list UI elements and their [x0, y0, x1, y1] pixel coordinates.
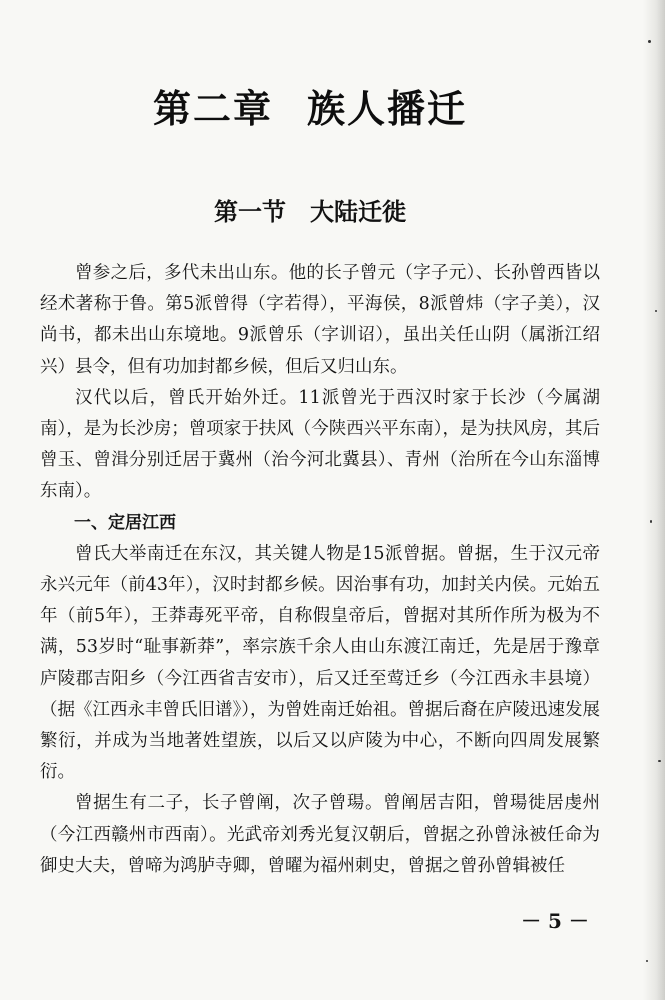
paragraph: 曾参之后，多代未出山东。他的长子曾元（字子元）、长孙曾西皆以经术著称于鲁。第5派曾得（字若得），平海侯，8派曾炜（字子美），汉尚书，都未出山东境地。9派曾乐（字训诏），虽出关任山阴（属浙江绍兴）县令，但有功加封都乡候，但后又归山东。: [40, 263, 600, 377]
paragraph: 曾氏大举南迁在东汉，其关键人物是15派曾据。曾据，生于汉元帝永兴元年（前43年），汉时封都乡候。因治事有功，加封关内侯。元始五年（前5年），王莽毒死平帝，自称假皇帝后，曾据对其所作所为极为不满，53岁时“耻事新莽”，率宗族千余人由山东渡江南迁，先是居于豫章庐陵郡吉阳乡（今江西省吉安市），后又迁至莺迁乡（今江西永丰县境）（据《江西永丰曾氏旧谱》），为曾姓南迁始祖。曾据后裔在庐陵迅速发展繁衍，并成为当地著姓望族，以后又以庐陵为中心，不断向四周发展繁衍。: [40, 543, 600, 783]
subheading: 一、定居江西: [74, 512, 176, 533]
scan-speck: [650, 520, 652, 523]
scan-speck: [646, 960, 648, 962]
scan-speck: [648, 40, 651, 43]
chapter-heading: [0, 78, 620, 133]
scan-speck: [655, 310, 657, 312]
paragraph: 汉代以后，曾氏开始外迁。11派曾光于西汉时家于长沙（今属湖南），是为长沙房；曾项家于扶风（今陕西兴平东南），是为扶风房，其后曾玉、曾湒分别迁居于冀州（治今河北冀县）、青州（治所在今山东淄博东南）。: [40, 387, 600, 502]
chapter-title: 族人播迁: [307, 87, 468, 131]
paragraph: 曾据生有二子，长子曾阐，次子曾瑒。曾阐居吉阳，曾瑒徙居虔州（今江西赣州市西南）。光武帝刘秀光复汉朝后，曾据之孙曾泳被任命为御史大夫，曾啼为鸿胪寺卿，曾曜为福州刺史，曾据之曾孙曾辑被任: [40, 793, 600, 876]
page-edge-shadow: [643, 0, 665, 1000]
chapter-number: 第二章: [152, 87, 273, 131]
section-title: 大陆迁徙: [310, 198, 406, 226]
section-heading: [0, 192, 620, 227]
page-number: － 5 －: [521, 909, 589, 933]
scan-speck: [658, 760, 661, 762]
body-text: [40, 258, 600, 882]
section-number: 第一节: [214, 198, 286, 226]
